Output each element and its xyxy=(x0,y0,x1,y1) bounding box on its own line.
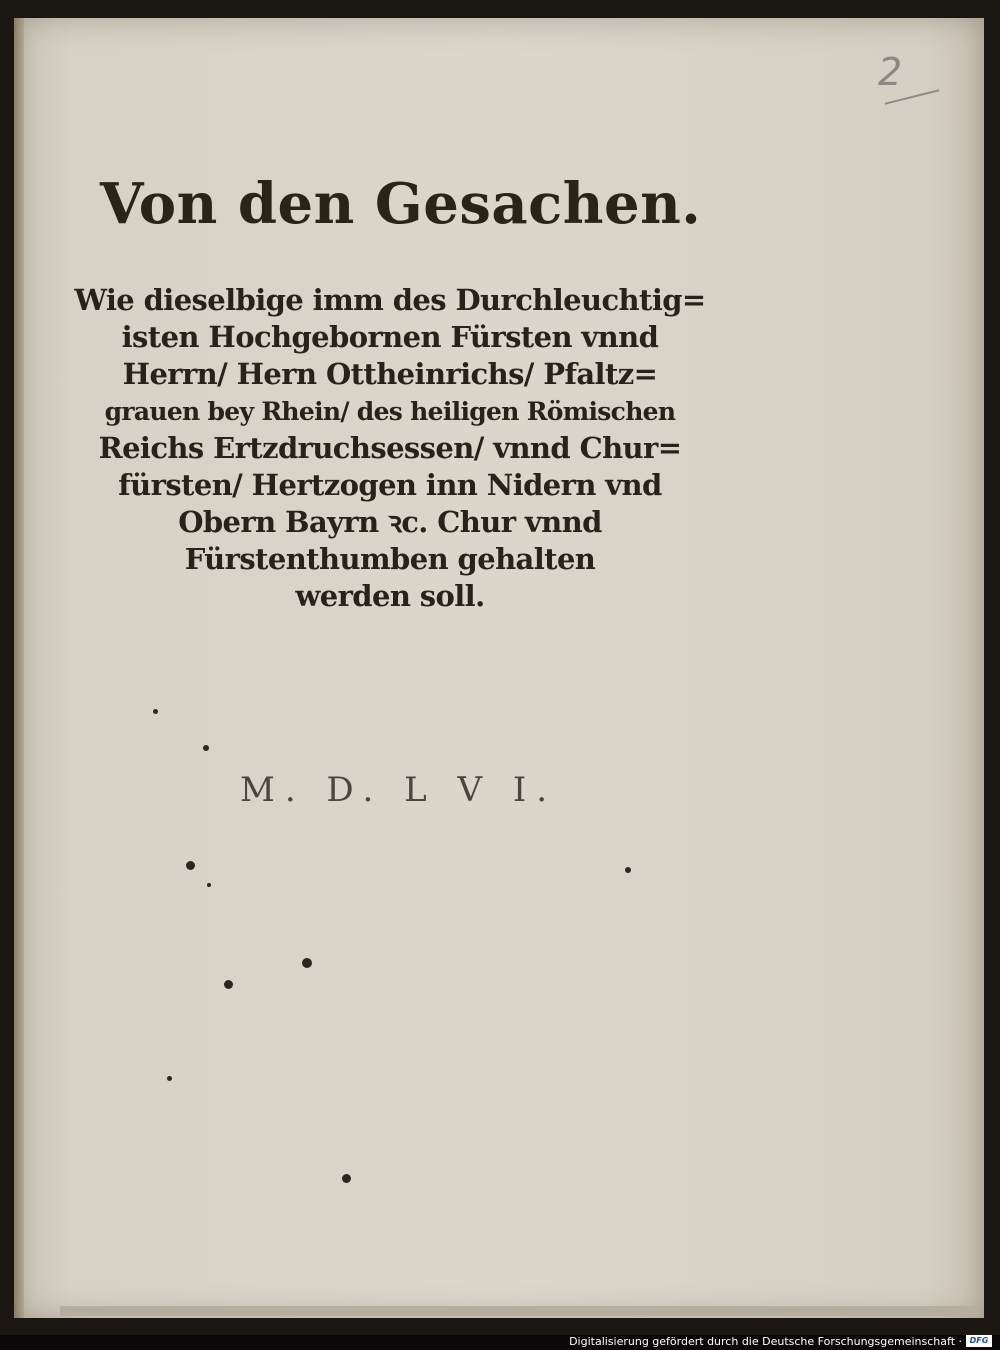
text-line: isten Hochgebornen Fürsten vnnd xyxy=(121,320,659,354)
page-bottom-edge xyxy=(60,1306,980,1316)
ink-speck xyxy=(302,958,312,968)
text-line: Reichs Ertzdruchsessen/ vnnd Chur= xyxy=(98,431,682,465)
text-line: grauen bey Rhein/ des heiligen Römischen xyxy=(104,397,676,426)
ink-speck xyxy=(153,709,158,714)
title-description xyxy=(60,282,720,615)
text-line: werden soll. xyxy=(295,579,485,613)
ink-speck xyxy=(186,861,195,870)
dfg-logo: DFG xyxy=(966,1335,992,1347)
page-spine-shadow xyxy=(14,18,24,1318)
ink-speck xyxy=(224,980,233,989)
ink-speck xyxy=(167,1076,172,1081)
digitization-credit: Digitalisierung gefördert durch die Deutsche Forschungsgemeinschaft · xyxy=(569,1335,962,1348)
text-line: Wie dieselbige imm des Durchleuchtig= xyxy=(74,283,706,317)
imprint-year: M. D. L V I. xyxy=(240,770,558,810)
page-title: Von den Gesachen. xyxy=(100,171,702,237)
text-line: Obern Bayrn ꝛc. Chur vnnd xyxy=(178,505,602,539)
text-line: fürsten/ Hertzogen inn Nidern vnd xyxy=(118,468,662,502)
ink-speck xyxy=(625,867,631,873)
text-line: Fürstenthumben gehalten xyxy=(184,542,596,576)
ink-speck xyxy=(342,1174,351,1183)
text-line: Herrn/ Hern Ottheinrichs/ Pfaltz= xyxy=(122,357,658,391)
ink-speck xyxy=(207,883,211,887)
ink-speck xyxy=(203,745,209,751)
folio-number: 2 xyxy=(878,50,903,94)
